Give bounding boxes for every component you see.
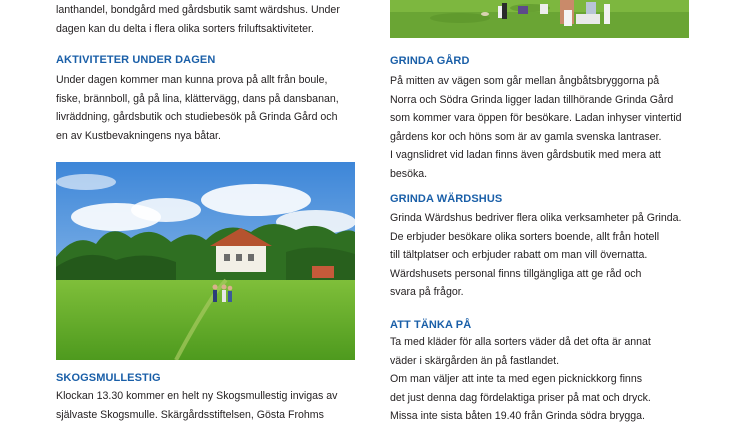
text-line: Norra och Södra Grinda ligger ladan tillhörande Grinda Gård xyxy=(390,93,674,106)
text-line: Missa inte sista båten 19.40 från Grinda södra brygga. xyxy=(390,410,645,423)
grinda-gard-paragraph xyxy=(390,72,710,184)
text-line: som kommer vara öppen för besökare. Ladan inhyser vintertid xyxy=(390,112,682,125)
picnic-photo xyxy=(390,0,689,38)
landscape-photo-art xyxy=(56,162,355,360)
text-line: till tältplatser och erbjuder rabatt om man vill övernatta. xyxy=(390,249,648,262)
wardshus-heading: GRINDA WÄRDSHUS xyxy=(390,193,503,205)
text-line: Om man väljer att inte ta med egen picknickkorg finns xyxy=(390,373,643,386)
intro-paragraph xyxy=(56,1,361,38)
landscape-photo xyxy=(56,162,355,360)
text-line: svara på frågor. xyxy=(390,286,464,299)
text-line: Grinda Wärdshus bedriver flera olika verksamheter på Grinda. xyxy=(390,212,682,224)
att-tanka-heading: ATT TÄNKA PÅ xyxy=(390,319,472,331)
text-line: en av Kustbevakningens nya båtar. xyxy=(56,129,221,142)
text-line: självaste Skogsmulle. Skärgårdsstiftelsen, Gösta Frohms xyxy=(56,408,324,421)
text-line: det just denna dag fördelaktiga priser på mat och dryck. xyxy=(390,391,651,404)
text-line: Under dagen kommer man kunna prova på allt från boule, xyxy=(56,74,328,86)
att-tanka-paragraph xyxy=(390,333,710,426)
text-line: De erbjuder besökare olika sorters boende, allt från hotell xyxy=(390,230,660,243)
text-line: lanthandel, bondgård med gårdsbutik samt wärdshus. Under xyxy=(56,4,340,16)
text-line: besöka. xyxy=(390,167,428,180)
skogsmullestig-heading: SKOGSMULLESTIG xyxy=(56,372,161,384)
text-line: På mitten av vägen som går mellan ångbåtsbryggorna på xyxy=(390,75,660,87)
activities-paragraph xyxy=(56,71,361,145)
picnic-photo-art xyxy=(390,0,689,38)
text-line: Klockan 13.30 kommer en helt ny Skogsmullestig invigas av xyxy=(56,390,338,402)
text-line: livräddning, gårdsbutik och studiebesök på Grinda Gård och xyxy=(56,111,338,124)
text-line: I vagnslidret vid ladan finns även gårdsbutik med mera att xyxy=(390,149,661,162)
text-line: väder i skärgården än på fastlandet. xyxy=(390,354,560,367)
text-line: gårdens kor och höns som är av gamla svenska lantraser. xyxy=(390,130,662,143)
activities-heading: AKTIVITETER UNDER DAGEN xyxy=(56,54,216,66)
text-line: dagen kan du delta i flera olika sorters friluftsaktiviteter. xyxy=(56,22,314,35)
grinda-gard-heading: GRINDA GÅRD xyxy=(390,55,470,67)
text-line: Ta med kläder för alla sorters väder då det ofta är annat xyxy=(390,336,651,348)
text-line: fiske, brännboll, gå på lina, klättervägg, dans på dansbanan, xyxy=(56,92,339,105)
text-line: Wärdshusets personal finns tillgängliga att ge råd och xyxy=(390,267,642,280)
wardshus-paragraph xyxy=(390,209,710,302)
